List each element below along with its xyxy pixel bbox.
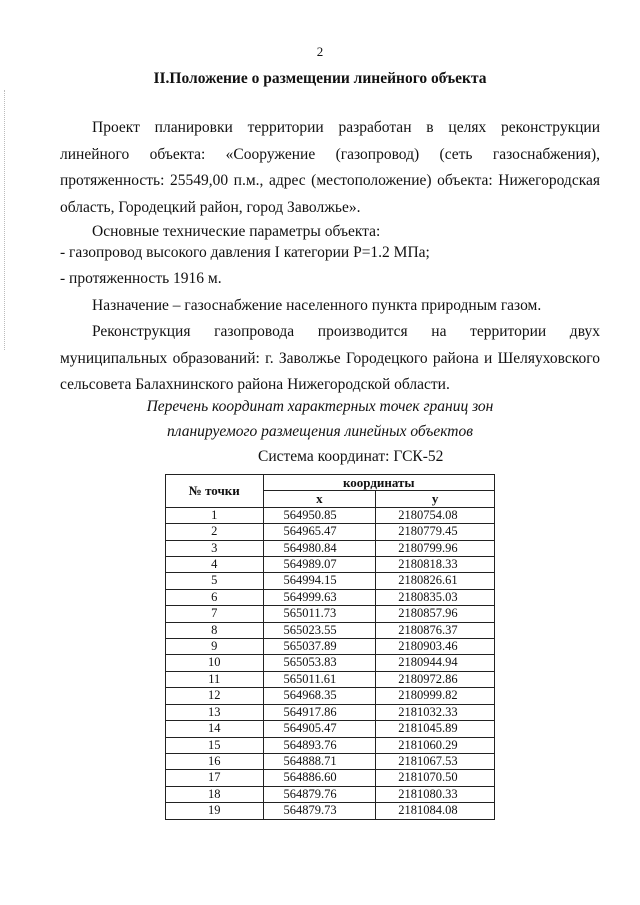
paragraph-project: Проект планировки территории разработан в целях реконструкции линейного объекта: «Сооружение (газопровод) (сеть газоснабжения), протяженность: 25549,00 п.м., адрес (местоположение) объекта: Нижегородская область, Городецкий район, город Заволжье».: [60, 119, 600, 216]
cell-y: 2181070.50: [376, 770, 495, 786]
cell-x: 564893.76: [263, 737, 376, 753]
table-caption-line-2: планируемого размещения линейных объектов: [167, 423, 473, 440]
cell-y: 2181084.08: [376, 803, 495, 819]
scan-margin-marks: [4, 90, 7, 350]
table-row: [166, 671, 495, 687]
cell-y: 2181045.89: [376, 721, 495, 737]
cell-point-number: 5: [166, 573, 264, 589]
cell-point-number: 19: [166, 803, 264, 819]
cell-x: 564980.84: [263, 540, 376, 556]
table-row: [166, 589, 495, 605]
cell-y: 2180944.94: [376, 655, 495, 671]
cell-point-number: 11: [166, 671, 264, 687]
cell-point-number: 9: [166, 639, 264, 655]
cell-point-number: 18: [166, 786, 264, 802]
paragraph-territory: Реконструкция газопровода производится на территории двух муниципальных образований: г. Заволжье Городецкого района и Шеляуховского сельсовета Балахнинского района Нижегородской области.: [60, 323, 600, 393]
cell-y: 2180826.61: [376, 573, 495, 589]
cell-point-number: 14: [166, 721, 264, 737]
cell-x: 564994.15: [263, 573, 376, 589]
cell-y: 2180799.96: [376, 540, 495, 556]
cell-y: 2181060.29: [376, 737, 495, 753]
cell-point-number: 13: [166, 704, 264, 720]
cell-point-number: 8: [166, 622, 264, 638]
table-row: [166, 655, 495, 671]
cell-point-number: 17: [166, 770, 264, 786]
cell-point-number: 12: [166, 688, 264, 704]
section-heading: II.Положение о размещении линейного объекта: [153, 70, 487, 87]
list-item-pressure: - газопровод высокого давления I категории P=1.2 МПа;: [60, 244, 430, 261]
cell-point-number: 10: [166, 655, 264, 671]
coordinates-table: [165, 474, 495, 820]
cell-x: 564999.63: [263, 589, 376, 605]
coordinates-table-body: [166, 507, 495, 819]
table-row: [166, 557, 495, 573]
paragraph-purpose: Назначение – газоснабжение населенного пункта природным газом.: [92, 297, 542, 314]
cell-x: 564888.71: [263, 753, 376, 769]
cell-x: 564886.60: [263, 770, 376, 786]
cell-point-number: 3: [166, 540, 264, 556]
header-y: y: [376, 491, 495, 507]
cell-point-number: 6: [166, 589, 264, 605]
cell-x: 564965.47: [263, 524, 376, 540]
table-row: [166, 573, 495, 589]
table-row: [166, 753, 495, 769]
cell-x: 564879.76: [263, 786, 376, 802]
cell-y: 2180779.45: [376, 524, 495, 540]
cell-y: 2180876.37: [376, 622, 495, 638]
cell-x: 564968.35: [263, 688, 376, 704]
table-row: [166, 770, 495, 786]
cell-point-number: 2: [166, 524, 264, 540]
cell-y: 2180903.46: [376, 639, 495, 655]
header-x: x: [263, 491, 376, 507]
table-row: [166, 507, 495, 523]
cell-y: 2180818.33: [376, 557, 495, 573]
cell-x: 565037.89: [263, 639, 376, 655]
cell-y: 2180999.82: [376, 688, 495, 704]
table-row: [166, 704, 495, 720]
cell-point-number: 1: [166, 507, 264, 523]
cell-x: 564879.73: [263, 803, 376, 819]
paragraph-parameters-intro: Основные технические параметры объекта:: [92, 223, 381, 240]
coordinate-system-label: Система координат: ГСК-52: [258, 448, 444, 465]
header-coordinates: координаты: [263, 475, 494, 491]
cell-x: 564989.07: [263, 557, 376, 573]
cell-x: 564950.85: [263, 507, 376, 523]
cell-y: 2181067.53: [376, 753, 495, 769]
page-number: 2: [316, 44, 324, 59]
table-row: [166, 803, 495, 819]
cell-y: 2180972.86: [376, 671, 495, 687]
table-row: [166, 688, 495, 704]
cell-x: 565023.55: [263, 622, 376, 638]
cell-point-number: 15: [166, 737, 264, 753]
cell-y: 2180835.03: [376, 589, 495, 605]
table-row: [166, 524, 495, 540]
cell-x: 565011.73: [263, 606, 376, 622]
cell-x: 565053.83: [263, 655, 376, 671]
table-row: [166, 622, 495, 638]
table-row: [166, 606, 495, 622]
cell-y: 2181080.33: [376, 786, 495, 802]
cell-y: 2180754.08: [376, 507, 495, 523]
cell-y: 2180857.96: [376, 606, 495, 622]
cell-point-number: 4: [166, 557, 264, 573]
table-row: [166, 540, 495, 556]
cell-x: 564917.86: [263, 704, 376, 720]
cell-x: 565011.61: [263, 671, 376, 687]
cell-y: 2181032.33: [376, 704, 495, 720]
list-item-length: - протяженность 1916 м.: [60, 270, 222, 287]
table-row: [166, 721, 495, 737]
cell-point-number: 7: [166, 606, 264, 622]
cell-x: 564905.47: [263, 721, 376, 737]
cell-point-number: 16: [166, 753, 264, 769]
table-row: [166, 786, 495, 802]
table-caption-line-1: Перечень координат характерных точек границ зон: [146, 398, 494, 415]
header-point-number: № точки: [166, 475, 264, 508]
table-row: [166, 737, 495, 753]
table-row: [166, 639, 495, 655]
